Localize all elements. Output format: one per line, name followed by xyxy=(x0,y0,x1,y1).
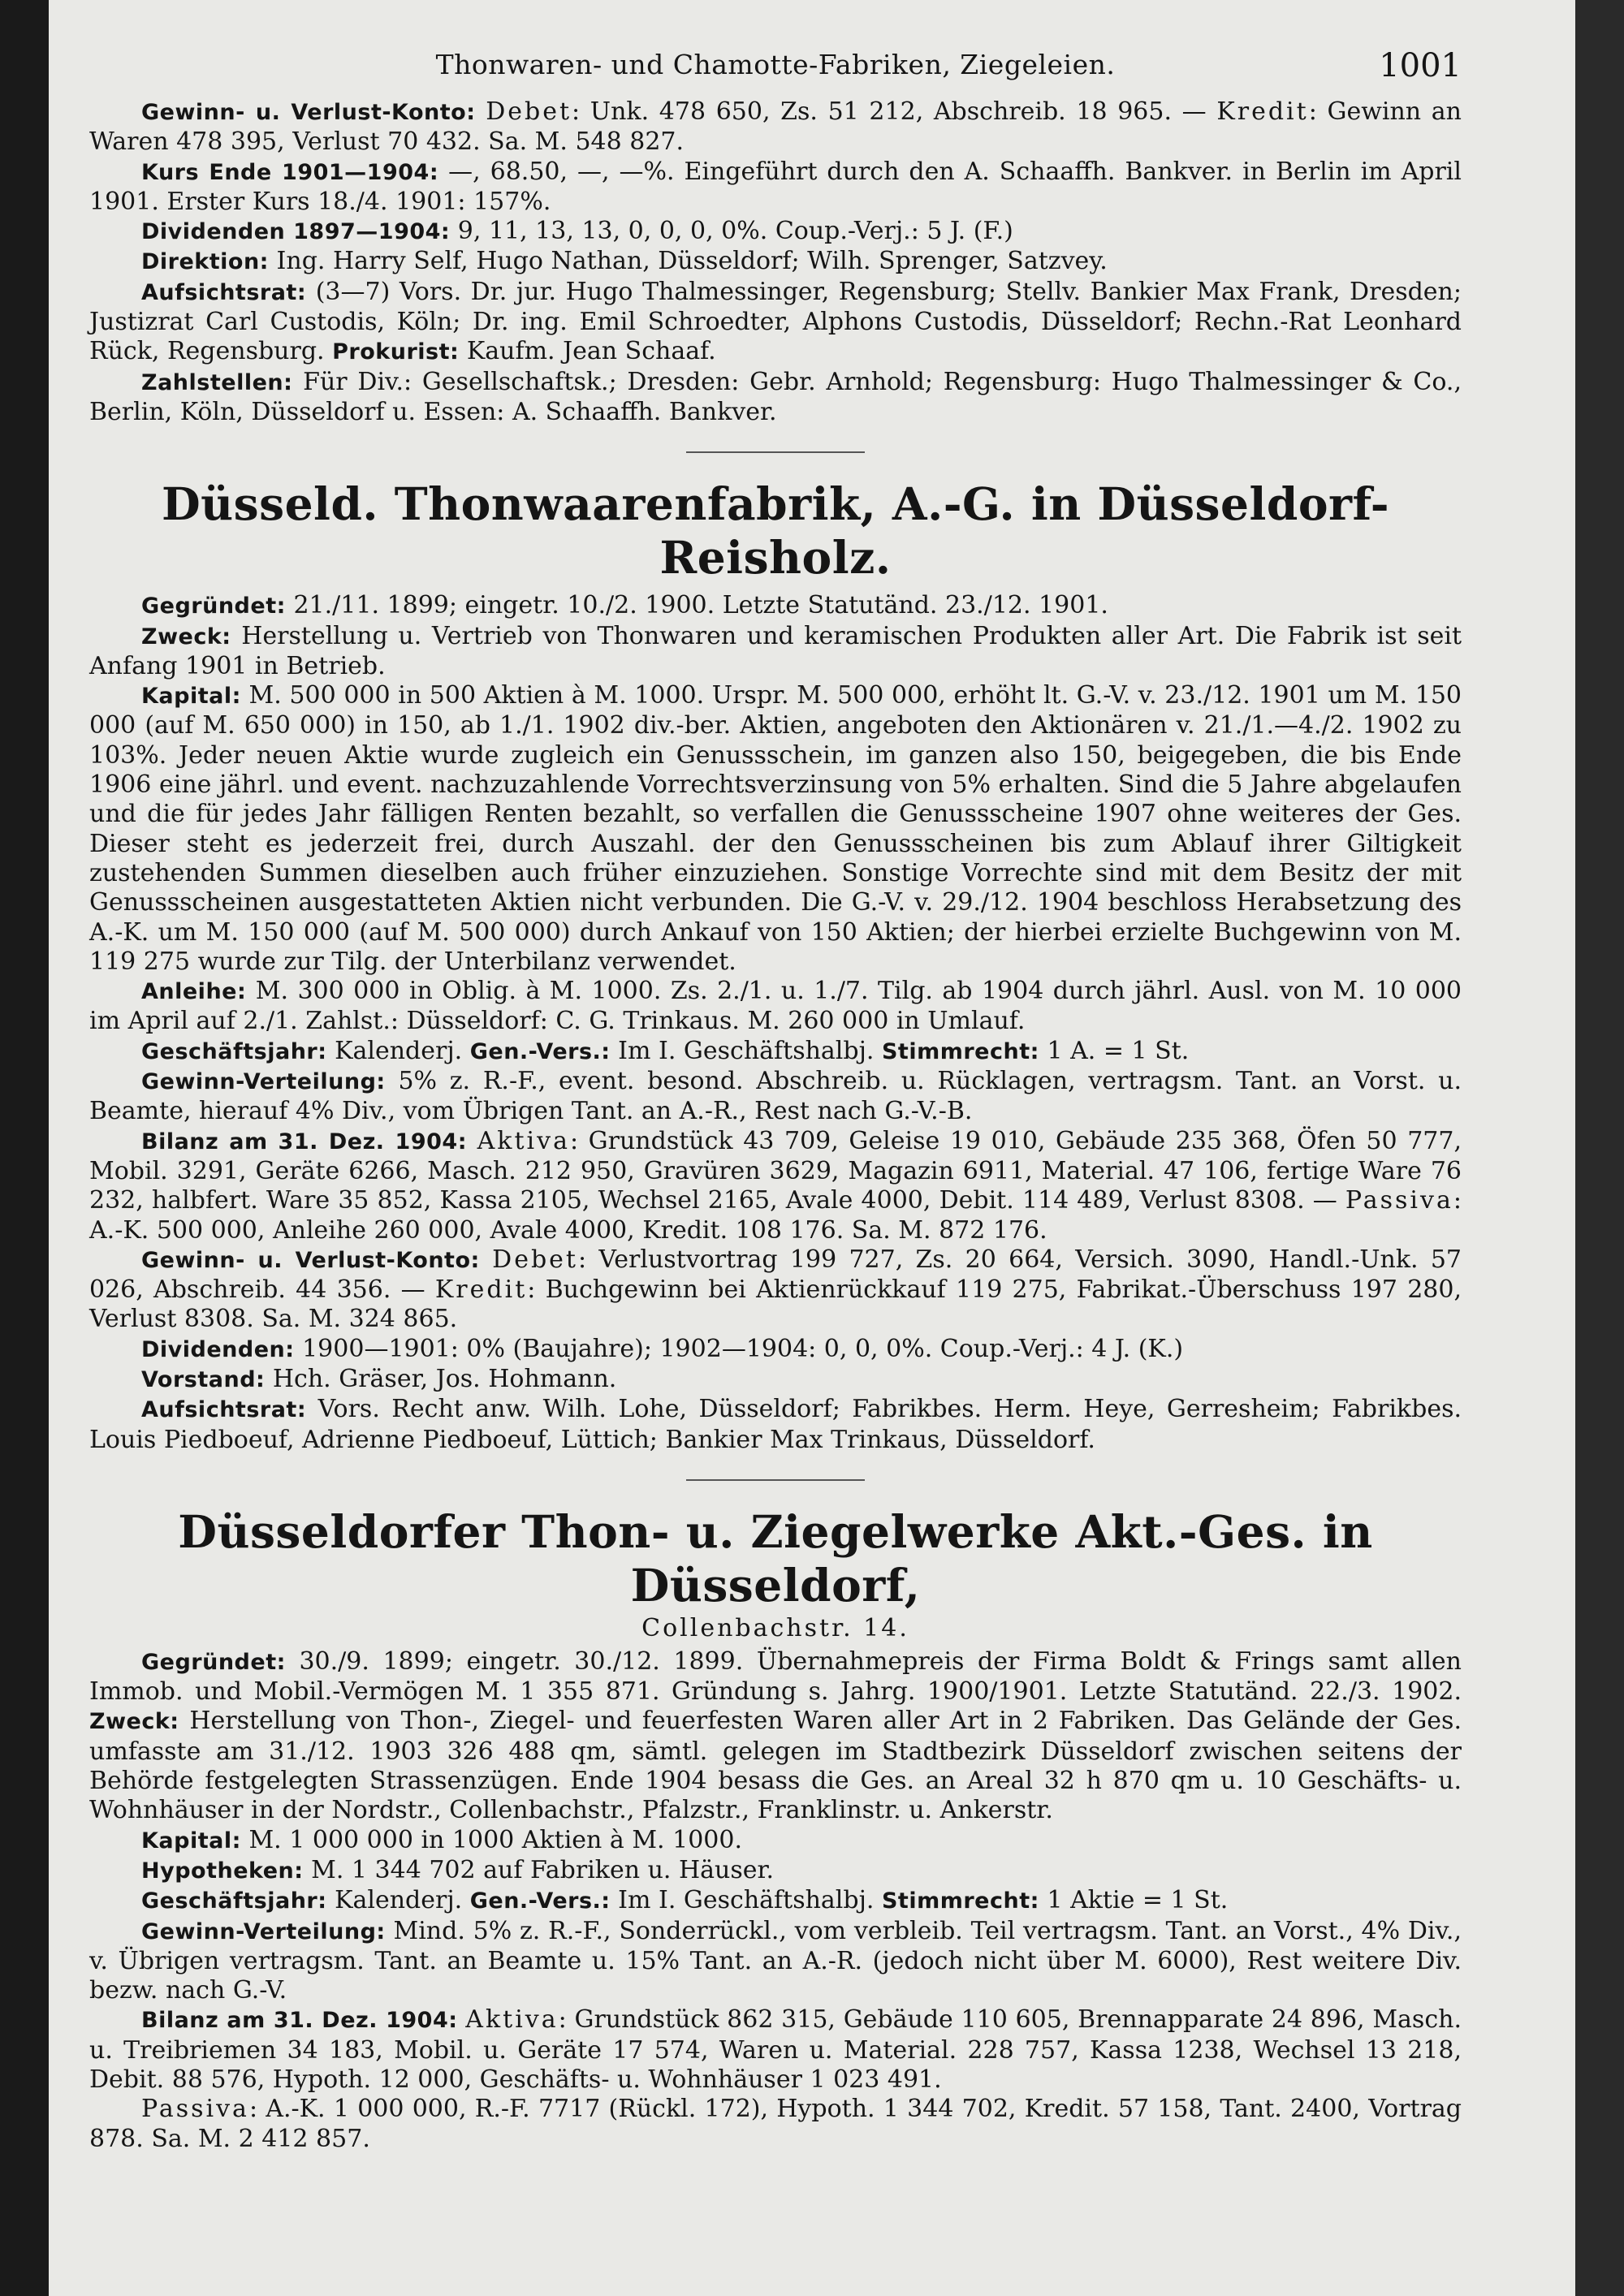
debet-word: Debet xyxy=(492,1245,578,1274)
section-duesseldorfer-thon-ziegelwerke xyxy=(89,1505,1462,2154)
entry-kapital xyxy=(89,1826,1462,1856)
entry-text: : Gewinn an Waren 478 395, Verlust 70 432. Sa. M. 548 827. xyxy=(89,97,1462,157)
entry-gewinn-verteilung xyxy=(89,1067,1462,1127)
entry-text: Im I. Geschäftshalbj. xyxy=(618,1886,875,1915)
label: Gen.-Vers.: xyxy=(469,1038,611,1064)
entry-zweck xyxy=(89,622,1462,682)
entry-text: Mind. 5% z. R.-F., Sonderrückl., vom verbleib. Teil vertragsm. Tant. an Vorst., 4% Div., v. Übrigen vertragsm. Tant. an Beamte u. 15% Tant. an A.-R. (jedoch nicht über M. 6000), Rest weitere Div. bezw. nach G.-V. xyxy=(89,1916,1462,2005)
company-heading: Düsseldorfer Thon- u. Ziegelwerke Akt.-Ges. in Düsseldorf, xyxy=(178,1504,1373,1612)
debet-word: Debet xyxy=(486,97,572,126)
label: Geschäftsjahr: xyxy=(141,1038,327,1064)
label: Anleihe: xyxy=(141,979,247,1005)
label: Direktion: xyxy=(141,249,269,275)
entry-text: 21./11. 1899; eingetr. 10./2. 1900. Letzte Statutänd. 23./12. 1901. xyxy=(293,591,1108,620)
label: Gewinn-Verteilung: xyxy=(141,1918,386,1944)
passiva-word: Passiva xyxy=(141,2095,249,2124)
entry-bilanz xyxy=(89,2005,1462,2095)
entry-dividenden xyxy=(89,1335,1462,1365)
section-divider xyxy=(686,1479,865,1481)
entry-text: Vors. Recht anw. Wilh. Lohe, Düsseldorf; Fabrikbes. Herm. Heye, Gerresheim; Fabrikbes. Louis Piedboeuf, Adrienne Piedboeuf, Lüttich; Bankier Max Trinkaus, Düsseldorf. xyxy=(89,1395,1462,1454)
label: Dividenden 1897—1904: xyxy=(141,219,451,245)
entry-geschaeftsjahr xyxy=(89,1886,1462,1916)
entry-vorstand xyxy=(89,1365,1462,1395)
running-head-title: Thonwaren- und Chamotte-Fabriken, Ziegeleien. xyxy=(435,49,1116,80)
entry-gewinn-verteilung xyxy=(89,1917,1462,2006)
entry-text: M. 1 000 000 in 1000 Aktien à M. 1000. xyxy=(248,1825,742,1854)
entry-text: Kalenderj. xyxy=(335,1036,463,1065)
entry-gegruendet xyxy=(89,1647,1462,1826)
label: Zweck: xyxy=(89,1709,179,1735)
aktiva-word: Aktiva xyxy=(465,2005,559,2035)
section-duesseld-thonwaarenfabrik xyxy=(89,477,1462,1455)
entry-text: 1900—1901: 0% (Baujahre); 1902—1904: 0, 0, 0%. Coup.-Verj.: 4 J. (K.) xyxy=(302,1334,1184,1363)
label: Kurs Ende 1901—1904: xyxy=(141,159,439,185)
label: Dividenden: xyxy=(141,1336,295,1362)
page-content xyxy=(89,49,1462,2154)
entry-text: Hch. Gräser, Jos. Hohmann. xyxy=(272,1364,617,1393)
label: Kapital: xyxy=(141,1828,241,1854)
section-previous-company xyxy=(89,97,1462,427)
entry-text: : Grundstück 43 709, Geleise 19 010, Gebäude 235 368, Öfen 50 777, Mobil. 3291, Geräte 6266, Masch. 212 950, Gravüren 3629, Magazin 6911, Material. 47 106, fertige Ware 76 232, halbfert. Ware 35 852, Kassa 2105, Wechsel 2165, Avale 4000, Debit. 114 489, Verlust 8308. — xyxy=(89,1126,1462,1215)
label: Hypotheken: xyxy=(141,1858,304,1884)
label: Aufsichtsrat: xyxy=(141,1397,307,1423)
entry-text: M. 500 000 in 500 Aktien à M. 1000. Urspr. M. 500 000, erhöht lt. G.-V. v. 23./12. 1901 um M. 150 000 (auf M. 650 000) in 150, ab 1./1. 1902 div.-ber. Aktien, angeboten den Aktionären v. 21./1.—4./2. 1902 zu 103%. Jeder neuen Aktie wurde zugleich ein Genussschein, im ganzen also 150, beigegeben, die bis Ende 1906 eine jährl. und event. nachzuzahlende Vorrechtsverzinsung von 5% erhalten. Sind die 5 Jahre abgelaufen und die für jedes Jahr fälligen Renten bezahlt, so verfallen die Genussscheine 1907 ohne weiteres der Ges. Dieser steht es jederzeit frei, durch Auszahl. der den Genussscheinen bis zum Ablauf ihrer Giltigkeit zustehenden Summen dieselben auch früher einzuziehen. Sonstige Vorrechte sind mit dem Besitz der mit Genussscheinen ausgestatteten Aktien nicht verbunden. Die G.-V. v. 29./12. 1904 beschloss Herabsetzung des A.-K. um M. 150 000 (auf M. 500 000) durch Ankauf von 150 Aktien; der hierbei erzielte Buchgewinn von M. 119 275 wurde zur Tilg. der Unterbilanz verwendet. xyxy=(89,681,1462,976)
entry-bilanz-passiva xyxy=(89,2095,1462,2154)
entry-text: M. 300 000 in Oblig. à M. 1000. Zs. 2./1. u. 1./7. Tilg. ab 1904 durch jährl. Ausl. von M. 10 000 im April auf 2./1. Zahlst.: Düsseldorf: C. G. Trinkaus. M. 260 000 in Umlauf. xyxy=(89,977,1462,1036)
label: Zweck: xyxy=(141,624,231,650)
entry-direktion xyxy=(89,247,1462,277)
entry-text: Ing. Harry Self, Hugo Nathan, Düsseldorf; Wilh. Sprenger, Satzvey. xyxy=(276,247,1108,276)
entry-text: : Grundstück 862 315, Gebäude 110 605, Brennapparate 24 896, Masch. u. Treibriemen 34 183, Mobil. u. Geräte 17 574, Waren u. Material. 228 757, Kassa 1238, Wechsel 13 218, Debit. 88 576, Hypoth. 12 000, Geschäfts- u. Wohnhäuser 1 023 491. xyxy=(89,2005,1462,2095)
label: Gewinn- u. Verlust-Konto: xyxy=(141,1247,480,1273)
entry-dividenden xyxy=(89,217,1462,247)
entry-gewinn-verlust xyxy=(89,97,1462,158)
label: Stimmrecht: xyxy=(881,1888,1039,1914)
section-divider xyxy=(686,451,865,453)
entry-kapital xyxy=(89,681,1462,977)
entry-text: (3—7) Vors. Dr. jur. Hugo Thalmessinger, Regensburg; Stellv. Bankier Max Frank, Dresden; Justizrat Carl Custodis, Köln; Dr. ing. Emil Schroedter, Alphons Custodis, Düsseldorf; Rechn.-Rat Leonhard Rück, Regensburg. xyxy=(89,277,1462,366)
scan-border-left xyxy=(0,0,49,2296)
entry-text: : A.-K. 500 000, Anleihe 260 000, Avale 4000, Kredit. 108 176. Sa. M. 872 176. xyxy=(89,1186,1462,1245)
label: Prokurist: xyxy=(332,339,460,365)
entry-geschaeftsjahr xyxy=(89,1037,1462,1067)
entry-hypotheken xyxy=(89,1856,1462,1886)
entry-text: Im I. Geschäftshalbj. xyxy=(618,1036,875,1065)
entry-text: 30./9. 1899; eingetr. 30./12. 1899. Übernahmepreis der Firma Boldt & Frings samt allen Immob. und Mobil.-Vermögen M. 1 355 871. Gründung s. Jahrg. 1900/1901. Letzte Statutänd. 22./3. 1902. xyxy=(89,1646,1462,1707)
entry-text: Herstellung u. Vertrieb von Thonwaren und keramischen Produkten aller Art. Die Fabrik ist seit Anfang 1901 in Betrieb. xyxy=(89,621,1462,680)
passiva-word: Passiva xyxy=(1345,1186,1453,1215)
entry-text: Kalenderj. xyxy=(335,1886,463,1915)
entry-text: 1 A. = 1 St. xyxy=(1047,1036,1190,1065)
company-heading: Düsseld. Thonwaarenfabrik, A.-G. in Düsseldorf-Reisholz. xyxy=(161,477,1390,585)
label: Zahlstellen: xyxy=(141,369,293,395)
entry-text: Kaufm. Jean Schaaf. xyxy=(466,337,716,366)
entry-text: : A.-K. 1 000 000, R.-F. 7717 (Rückl. 172), Hypoth. 1 344 702, Kredit. 57 158, Tant. 2400, Vortrag 878. Sa. M. 2 412 857. xyxy=(89,2095,1462,2153)
entry-anleihe xyxy=(89,977,1462,1037)
company-address: Collenbachstr. 14. xyxy=(641,1613,909,1642)
label: Vorstand: xyxy=(141,1366,266,1392)
label: Gegründet: xyxy=(141,1649,286,1675)
label: Kapital: xyxy=(141,684,241,710)
label: Gewinn-Verteilung: xyxy=(141,1069,386,1095)
running-head xyxy=(89,49,1462,97)
label: Gen.-Vers.: xyxy=(469,1888,611,1914)
aktiva-word: Aktiva xyxy=(477,1126,570,1155)
entry-aufsichtsrat xyxy=(89,278,1462,368)
entry-text: 9, 11, 13, 13, 0, 0, 0, 0%. Coup.-Verj.: 5 J. (F.) xyxy=(457,217,1013,246)
label: Aufsichtsrat: xyxy=(141,279,307,305)
entry-zahlstellen xyxy=(89,368,1462,428)
scan-border-right xyxy=(1575,0,1624,2296)
label: Geschäftsjahr: xyxy=(141,1888,327,1914)
label: Bilanz am 31. Dez. 1904: xyxy=(141,1129,467,1154)
entry-text: 1 Aktie = 1 St. xyxy=(1047,1886,1229,1915)
entry-kurs xyxy=(89,158,1462,218)
entry-text: : Buchgewinn bei Aktienrückkauf 119 275, Fabrikat.-Überschuss 197 280, Verlust 8308. Sa. M. 324 865. xyxy=(89,1275,1462,1334)
kredit-word: Kredit xyxy=(434,1275,528,1305)
label: Gewinn- u. Verlust-Konto: xyxy=(141,100,476,125)
entry-gegruendet xyxy=(89,591,1462,621)
entry-text: Für Div.: Gesellschaftsk.; Dresden: Gebr. Arnhold; Regensburg: Hugo Thalmessinger & Co., Berlin, Köln, Düsseldorf u. Essen: A. Schaaffh. Bankver. xyxy=(89,367,1462,426)
page-number: 1001 xyxy=(1379,47,1462,84)
entry-aufsichtsrat xyxy=(89,1395,1462,1455)
entry-bilanz xyxy=(89,1127,1462,1245)
entry-text: 5% z. R.-F., event. besond. Abschreib. u. Rücklagen, vertragsm. Tant. an Vorst. u. Beamte, hierauf 4% Div., vom Übrigen Tant. an A.-R., Rest nach G.-V.-B. xyxy=(89,1067,1462,1126)
entry-text: : Unk. 478 650, Zs. 51 212, Abschreib. 18 965. — xyxy=(572,97,1207,126)
entry-gewinn-verlust xyxy=(89,1245,1462,1335)
entry-text: —, 68.50, —, —%. Eingeführt durch den A. Schaaffh. Bankver. in Berlin im April 1901. Erster Kurs 18./4. 1901: 157%. xyxy=(89,157,1462,216)
label: Bilanz am 31. Dez. 1904: xyxy=(141,2008,458,2034)
entry-text: M. 1 344 702 auf Fabriken u. Häuser. xyxy=(311,1855,775,1884)
label: Stimmrecht: xyxy=(881,1038,1039,1064)
entry-text: Herstellung von Thon-, Ziegel- und feuerfesten Waren aller Art in 2 Fabriken. Das Gelände der Ges. umfasste am 31./12. 1903 326 488 qm, sämtl. gelegen im Stadtbezirk Düsseldorf zwischen seitens der Behörde festgelegten Strassenzügen. Ende 1904 besass die Ges. an Areal 32 h 870 qm u. 10 Geschäfts- u. Wohnhäuser in der Nordstr., Collenbachstr., Pfalzstr., Franklinstr. u. Ankerstr. xyxy=(89,1707,1462,1825)
kredit-word: Kredit xyxy=(1216,97,1309,126)
entry-text: : Verlustvortrag 199 727, Zs. 20 664, Versich. 3090, Handl.-Unk. 57 026, Abschreib. 44 356. — xyxy=(89,1245,1462,1305)
label: Gegründet: xyxy=(141,593,286,619)
document-page xyxy=(49,0,1575,2296)
